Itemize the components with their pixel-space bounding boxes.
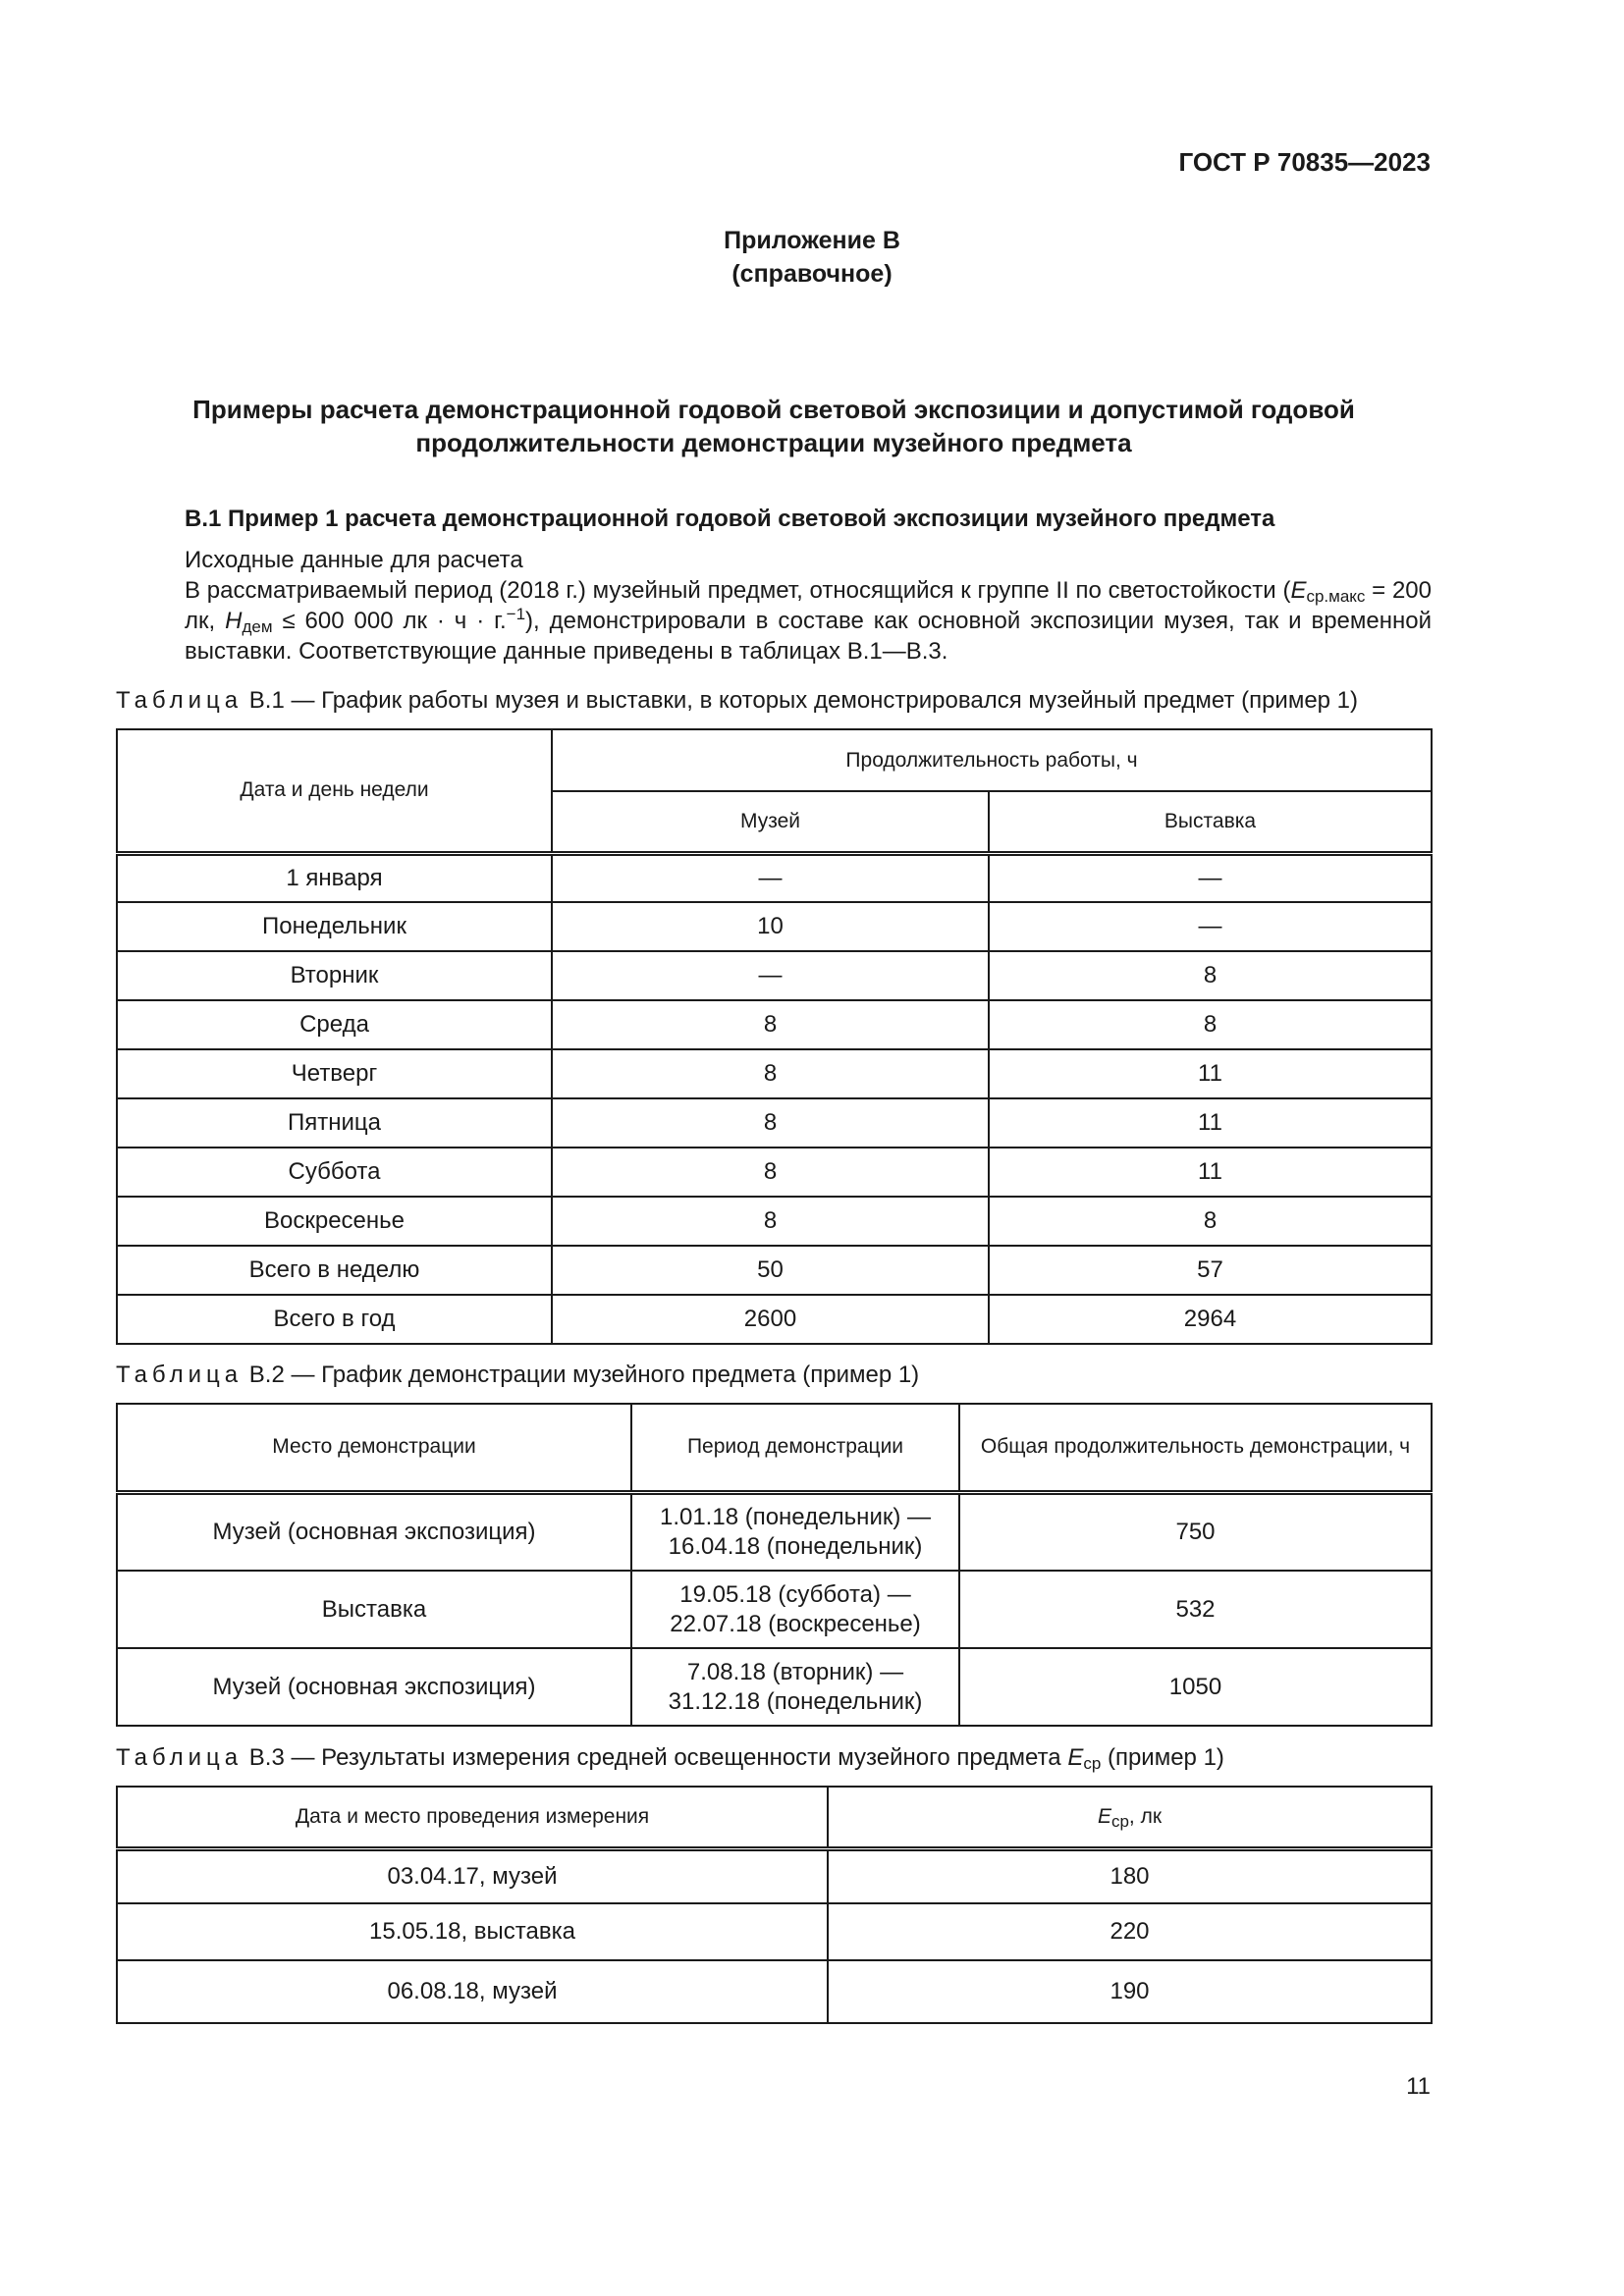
appendix-title [116, 393, 1432, 459]
p2-symbol-e: E [1290, 577, 1307, 604]
title-line-2: продолжительности демонстрации музейного предмета [415, 428, 1132, 457]
cell-exhibition: 11 [989, 1049, 1432, 1098]
table-row [117, 1148, 1432, 1197]
header-illuminance [828, 1787, 1432, 1848]
cell-museum: — [552, 951, 989, 1000]
table-row [117, 951, 1432, 1000]
p2-text-a: В рассматриваемый период (2018 г.) музейный предмет, относящийся к группе II по светостойкости ( [185, 577, 1291, 604]
cell-period [631, 1571, 959, 1648]
cell-measurement: 03.04.17, музей [117, 1848, 828, 1903]
table3-caption [116, 1744, 1224, 1772]
cell-exhibition: 8 [989, 1197, 1432, 1246]
caption-word: Таблица [116, 687, 244, 714]
cell-exhibition: 8 [989, 1000, 1432, 1049]
p2-subscript-h: дем [242, 617, 273, 636]
cell-exhibition: 2964 [989, 1295, 1432, 1344]
cell-exhibition: — [989, 853, 1432, 902]
caption-subscript: ср [1083, 1754, 1102, 1773]
caption-text: В.3 — Результаты измерения средней освещенности музейного предмета [243, 1744, 1068, 1771]
caption-end: (пример 1) [1101, 1744, 1224, 1771]
table-row [117, 1903, 1432, 1960]
period-start: 1.01.18 (понедельник) — [659, 1503, 932, 1530]
header-unit: , лк [1128, 1804, 1163, 1828]
paragraph-2 [116, 575, 1432, 667]
table-row [117, 1848, 1432, 1903]
cell-date: Четверг [117, 1049, 552, 1098]
table-row [117, 1246, 1432, 1295]
cell-date: 1 января [117, 853, 552, 902]
table-row [117, 1197, 1432, 1246]
p2-superscript: −1 [506, 605, 526, 623]
p2-symbol-h: H [225, 608, 243, 634]
header-duration: Продолжительность работы, ч [552, 729, 1432, 791]
table-row [117, 1049, 1432, 1098]
p2-text-b: = 200 лк, [185, 577, 1432, 634]
cell-museum: 10 [552, 902, 989, 951]
header-exhibition: Выставка [989, 791, 1432, 853]
cell-period [631, 1492, 959, 1571]
header-measurement: Дата и место проведения измерения [117, 1787, 828, 1848]
header-total: Общая продолжительность демонстрации, ч [959, 1404, 1432, 1492]
table-row [117, 1098, 1432, 1148]
period-end: 16.04.18 (понедельник) [668, 1532, 923, 1560]
caption-word: Таблица [116, 1744, 244, 1771]
cell-date: Понедельник [117, 902, 552, 951]
title-line-1: Примеры расчета демонстрационной годовой световой экспозиции и допустимой годовой [192, 395, 1355, 424]
cell-total: 750 [959, 1492, 1432, 1571]
cell-illuminance: 190 [828, 1960, 1432, 2023]
table-row [117, 1571, 1432, 1648]
cell-exhibition: 11 [989, 1148, 1432, 1197]
caption-text: В.1 — График работы музея и выставки, в которых демонстрировался музейный предмет (пример 1) [243, 687, 1359, 714]
caption-text: В.2 — График демонстрации музейного предмета (пример 1) [243, 1362, 920, 1388]
table1-work-schedule [116, 728, 1433, 1345]
cell-measurement: 15.05.18, выставка [117, 1903, 828, 1960]
p2-text-d: ), демонстрировали в составе как основной экспозиции музея, так и временной выставки. Соответствующие данные приведены в таблицах В.1—В.3. [185, 608, 1432, 665]
header-subscript: ср [1110, 1811, 1129, 1831]
cell-measurement: 06.08.18, музей [117, 1960, 828, 2023]
cell-total: 1050 [959, 1648, 1432, 1726]
section-heading: В.1 Пример 1 расчета демонстрационной годовой световой экспозиции музейного предмета [185, 506, 1275, 532]
appendix-label: Приложение В [724, 227, 900, 254]
table3-illuminance [116, 1786, 1433, 2024]
table-row [117, 1492, 1432, 1571]
cell-exhibition: — [989, 902, 1432, 951]
table-row [117, 853, 1432, 902]
table-row [117, 1648, 1432, 1726]
cell-place: Выставка [117, 1571, 631, 1648]
header-place: Место демонстрации [117, 1404, 631, 1492]
cell-date: Суббота [117, 1148, 552, 1197]
cell-place: Музей (основная экспозиция) [117, 1648, 631, 1726]
period-start: 19.05.18 (суббота) — [679, 1580, 911, 1608]
caption-symbol-e: E [1067, 1744, 1084, 1771]
cell-date: Всего в неделю [117, 1246, 552, 1295]
header-museum: Музей [552, 791, 989, 853]
cell-period [631, 1648, 959, 1726]
cell-illuminance: 220 [828, 1903, 1432, 1960]
cell-date: Вторник [117, 951, 552, 1000]
p2-subscript-e: ср.макс [1306, 587, 1366, 606]
appendix-type: (справочное) [731, 260, 893, 288]
cell-date: Среда [117, 1000, 552, 1049]
page-number: 11 [1406, 2073, 1431, 2100]
table2-display-schedule [116, 1403, 1433, 1727]
cell-date: Всего в год [117, 1295, 552, 1344]
table1-caption [116, 687, 1358, 715]
table-row [117, 1295, 1432, 1344]
cell-museum: 2600 [552, 1295, 989, 1344]
table2-caption [116, 1362, 919, 1389]
appendix-heading [0, 224, 1624, 291]
cell-museum: 8 [552, 1148, 989, 1197]
cell-museum: 8 [552, 1049, 989, 1098]
paragraph-source-data [116, 545, 1432, 667]
cell-exhibition: 57 [989, 1246, 1432, 1295]
cell-place: Музей (основная экспозиция) [117, 1492, 631, 1571]
header-date: Дата и день недели [117, 729, 552, 853]
header-period: Период демонстрации [631, 1404, 959, 1492]
period-end: 31.12.18 (понедельник) [668, 1687, 923, 1715]
period-start: 7.08.18 (вторник) — [686, 1658, 904, 1685]
cell-exhibition: 8 [989, 951, 1432, 1000]
cell-museum: — [552, 853, 989, 902]
caption-word: Таблица [116, 1362, 244, 1388]
table-row [117, 1000, 1432, 1049]
cell-museum: 50 [552, 1246, 989, 1295]
cell-date: Воскресенье [117, 1197, 552, 1246]
cell-museum: 8 [552, 1098, 989, 1148]
header-symbol-e: E [1097, 1804, 1111, 1828]
cell-date: Пятница [117, 1098, 552, 1148]
cell-exhibition: 11 [989, 1098, 1432, 1148]
table-row [117, 902, 1432, 951]
table-row [117, 1960, 1432, 2023]
standard-number: ГОСТ Р 70835—2023 [1178, 147, 1431, 177]
cell-illuminance: 180 [828, 1848, 1432, 1903]
cell-museum: 8 [552, 1000, 989, 1049]
p2-text-c: ≤ 600 000 лк · ч · г. [272, 608, 507, 634]
cell-museum: 8 [552, 1197, 989, 1246]
paragraph-1: Исходные данные для расчета [185, 547, 523, 573]
cell-total: 532 [959, 1571, 1432, 1648]
period-end: 22.07.18 (воскресенье) [670, 1610, 921, 1637]
